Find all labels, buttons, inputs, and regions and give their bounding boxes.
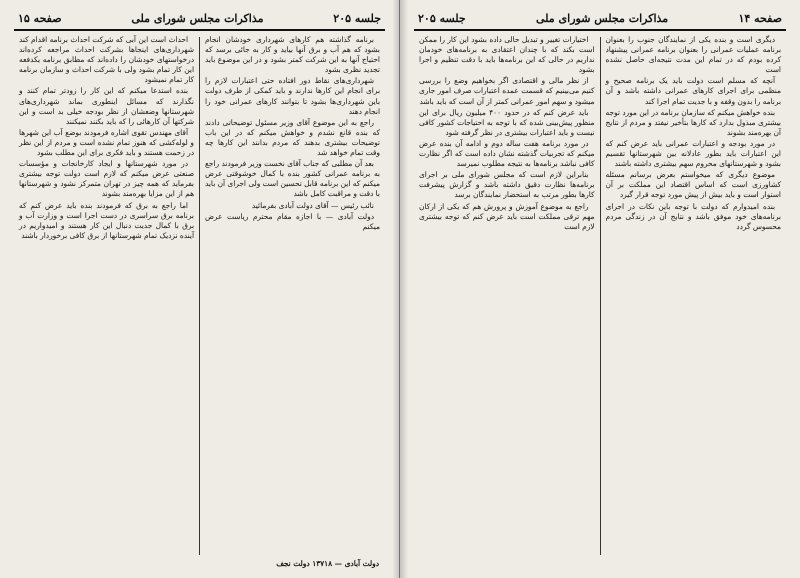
right-header-title: مذاکرات مجلس شورای ملی — [536, 11, 669, 25]
left-col1-paragraph: بعد آن مطلبی که جناب آقای نخست وزیر فرمودند راجع به برنامه عمرانی کشور بنده با کمال خوشوقتی عرض میکنم که این برنامه قابل تحسین است ولی اجرای آن باید با دقت و مراقبت کامل باشد — [205, 159, 380, 199]
left-footer-speaker: دولت آبادی — ۱۳۷۱۸ دولت نجف — [276, 559, 379, 568]
left-col1-paragraph: نائب رئیس — آقای دولت آبادی بفرمائید — [251, 200, 374, 210]
right-col1-paragraph: باید عرض کنم که در حدود ۴۰۰ میلیون ریال برای این منظور پیش‌بینی شده که با توجه به احتیاجات کشور کافی نیست و باید اعتبارات بیشتری در نظر گرفته شود — [419, 107, 595, 137]
left-col0-paragraph: اما راجع به برق که فرمودند بنده باید عرض کنم که برنامه برق سراسری در دست اجرا است و وزارت آب و برق با کمال جدیت دنبال این کار هستند و امیدواریم در آینده نزدیک تمام شهرستانها از برق کافی برخوردار باشند — [19, 200, 194, 240]
left-column-left — [14, 35, 199, 557]
left-col1-paragraph: شهرداری‌های نقاط دور افتاده حتی اعتبارات لازم را برای انجام این کارها ندارند و باید کمکی از طرف دولت باین شهرداری‌ها بشود تا بتوانند کارهای عمرانی خود را انجام دهند — [205, 76, 380, 116]
right-col0-paragraph: بنده خواهش میکنم که سازمان برنامه در این مورد توجه بیشتری مبذول بدارد که کارها بتأخیر نیفتد و مردم از نتایج آن بهره‌مند بشوند — [605, 107, 781, 137]
left-col0-paragraph: آقای مهندس تقوی اشاره فرمودند بوضع آب این شهرها و لوله‌کشی که هنوز تمام نشده است و مردم از این نظر در زحمت هستند و باید فکری برای این مطلب بشود — [19, 127, 194, 158]
right-columns — [414, 35, 786, 557]
left-running-head — [14, 10, 385, 31]
right-session-label: جلسه ۲۰۵ — [418, 11, 466, 25]
left-columns — [14, 35, 385, 557]
right-col1-paragraph: راجع به موضوع آموزش و پرورش هم که یکی از ارکان مهم ترقی مملکت است باید عرض کنم که توجه بیشتری لازم است — [419, 201, 595, 231]
right-col0-paragraph: دیگری است و بنده یکی از نمایندگان جنوب را بعنوان برنامه عملیات عمرانی را بعنوان برنامه عمرانی پیشنهاد کرده بودم که در تمام این مدت نتیجه‌ای حاصل نشده است — [605, 35, 781, 75]
right-col1-paragraph: بنابراین لازم است که مجلس شورای ملی بر اجرای برنامه‌ها نظارت دقیق داشته باشد و گزارش پیشرفت کارها بطور مرتب به استحضار نمایندگان برسد — [419, 170, 595, 200]
left-page-number: صفحه ۱۵ — [18, 11, 62, 25]
right-page — [400, 0, 800, 578]
right-col0-paragraph: موضوع دیگری که میخواستم بعرض برسانم مسئله کشاورزی است که اساس اقتصاد این مملکت بر آن استوار است و باید بیش از پیش مورد توجه قرار گیرد — [605, 170, 781, 200]
left-session-label: جلسه ۲۰۵ — [333, 11, 381, 25]
right-column-left — [414, 35, 600, 557]
left-col0-paragraph: بنده استدعا میکنم که این کار را زودتر تمام کنند و نگذارند که مسائل اینطوری بماند شهرداری‌های شهرستانها وضعشان از نظر بودجه خیلی بد است و این شرکتها آن کارهائی را که باید بکنند نمیکنند — [19, 86, 194, 126]
right-col1-paragraph: اختیارات تغییر و تبدیل حالی داده بشود این کار را ممکن است بکند که با چندان اعتقادی به برنامه‌های خودمان نداریم در حالی که این برنامه‌ها باید با دقت تنظیم و اجرا بشود — [419, 35, 595, 75]
left-column-right — [200, 35, 385, 557]
left-col1-paragraph: دولت آبادی — با اجازه مقام محترم ریاست عرض میکنم — [205, 211, 380, 231]
left-page-footer — [14, 557, 385, 570]
left-col1-paragraph: راجع به این موضوع آقای وزیر مسئول توضیحاتی دادند که بنده قانع نشدم و خواهش میکنم که در این باب توضیحات بیشتری بدهند که مردم بدانند این کارها چه وقت تمام خواهد شد — [205, 117, 380, 158]
right-column-right — [601, 35, 787, 557]
right-col0-paragraph: در مورد بودجه و اعتبارات عمرانی باید عرض کنم که این اعتبارات باید بطور عادلانه بین شهرستانها تقسیم بشود و شهرستانهای محروم سهم بیشتری داشته باشند — [605, 138, 781, 169]
right-page-footer — [414, 557, 786, 570]
left-header-title: مذاکرات مجلس شورای ملی — [131, 11, 264, 25]
left-col0-paragraph: احداث است این آبی که شرکت احداث برنامه اقدام کند شهرداری‌های اینجاها بشرکت احداث مراجعه کرده‌اند درخواستهای خودشان را داده‌اند که مطابق برنامه یکدفعه این کار تمام بشود ولی با شرکت احداث و سازمان برنامه کار تمام نمیشود — [19, 35, 194, 85]
right-col1-paragraph: از نظر مالی و اقتصادی اگر بخواهیم وضع را بررسی کنیم می‌بینیم که قسمت عمده اعتبارات صرف امور جاری میشود و سهم امور عمرانی کمتر از آن است که باید باشد — [419, 76, 595, 106]
right-col1-paragraph: در مورد برنامه هفت ساله دوم و ادامه آن بنده عرض میکنم که تجربیات گذشته نشان داده است که اگر نظارت کافی نباشد برنامه‌ها به نتیجه مطلوب نمیرسد — [419, 138, 595, 169]
right-col0-paragraph: آنچه که مسلم است دولت باید یک برنامه صحیح و منظمی برای اجرای کارهای عمرانی داشته باشد و آن برنامه را بدون وقفه و با جدیت تمام اجرا کند — [605, 76, 781, 106]
left-col0-paragraph: در مورد شهرستانها و ایجاد کارخانجات و مؤسسات صنعتی عرض میکنم که لازم است دولت توجه بیشتری بفرماید که همه چیز در تهران متمرکز نشود و شهرستانها هم از این مزایا بهره‌مند بشوند — [19, 159, 194, 199]
right-running-head — [414, 10, 786, 31]
right-page-number: صفحه ۱۴ — [738, 11, 782, 25]
left-col1-paragraph: برنامه گذاشته هم کارهای شهرداری خودشان انجام بشود که هم آب و برق آنها بیاید و کار به جائی برسد که احتیاج آنها به این شرکت کمتر بشود و در این موضوع باید تجدید نظری بشود — [205, 35, 380, 75]
right-col0-paragraph: بنده امیدوارم که دولت با توجه باین نکات در اجرای برنامه‌های خود موفق باشد و نتایج آن در زندگی مردم محسوس گردد — [605, 201, 781, 231]
